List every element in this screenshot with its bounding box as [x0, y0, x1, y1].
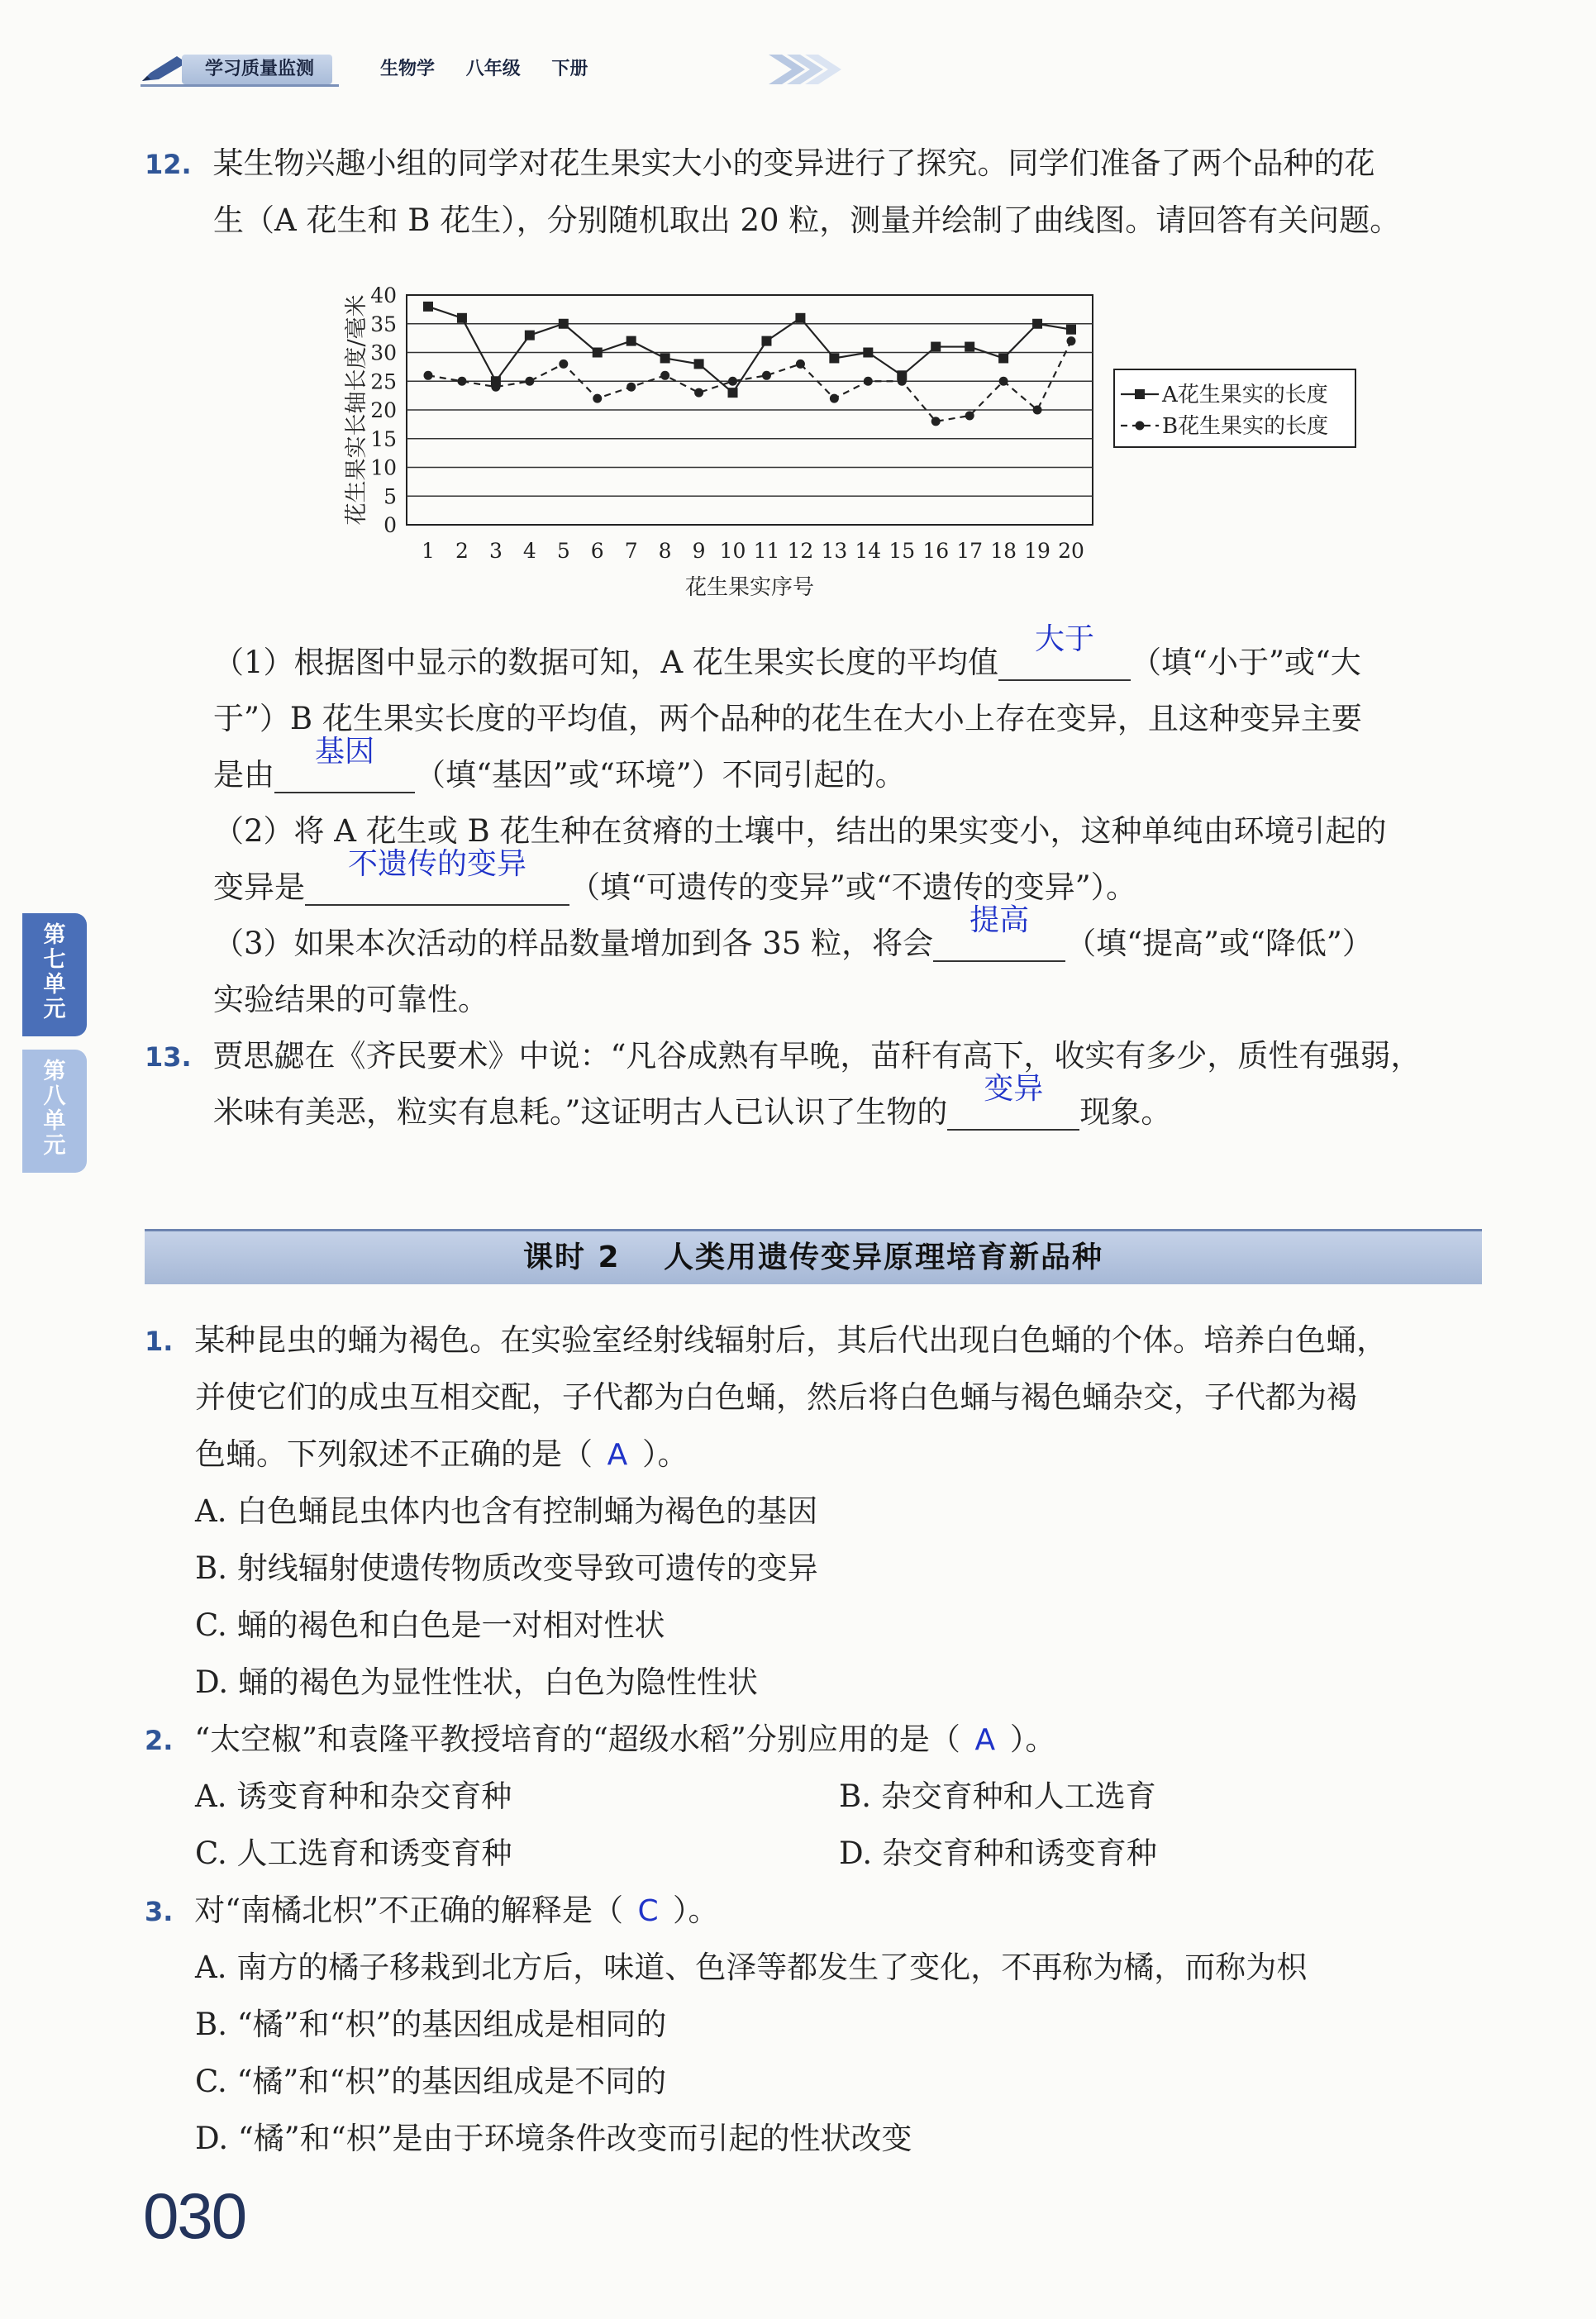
data-point-b — [999, 377, 1008, 386]
y-tick-label: 35 — [370, 312, 397, 336]
peanut-length-chart — [331, 277, 1364, 607]
x-tick-label: 2 — [455, 539, 469, 563]
mc3-option-c: C. “橘”和“枳”的基因组成是不同的 — [195, 2064, 667, 2099]
page-number: 030 — [143, 2179, 246, 2252]
y-tick-label: 0 — [384, 513, 397, 537]
lesson-banner — [145, 1229, 1482, 1284]
volume-label: 下册 — [551, 59, 588, 79]
data-point-b — [626, 383, 636, 392]
y-tick-label: 20 — [370, 398, 397, 422]
data-point-a — [1032, 319, 1042, 329]
mc1-number: 1. — [145, 1326, 174, 1357]
data-point-b — [931, 417, 941, 426]
data-point-b — [762, 371, 771, 380]
y-axis-label: 花生果实长轴长度/毫米 — [344, 294, 369, 526]
mc1-option-d: D. 蛹的褐色为显性性状，白色为隐性性状 — [195, 1664, 758, 1700]
q12-sub3-line1: （3）如果本次活动的样品数量增加到各 35 粒，将会 提高 （填“提高”或“降低”） — [213, 903, 1373, 961]
answer-blank-2 — [274, 735, 415, 793]
mc1-stem-line2: 并使它们的成虫互相交配，子代都为白色蛹，然后将白色蛹与褐色蛹杂交，子代都为褐 — [195, 1379, 1357, 1415]
data-point-b — [965, 411, 974, 420]
data-point-a — [998, 353, 1008, 363]
data-point-a — [626, 336, 636, 346]
unit-tabs — [22, 913, 87, 1173]
subject-label: 生物学 — [380, 59, 436, 79]
x-tick-label: 9 — [692, 539, 706, 563]
data-point-a — [1066, 325, 1076, 335]
q12-sub3-line2: 实验结果的可靠性。 — [213, 982, 488, 1017]
data-point-b — [525, 377, 534, 386]
y-tick-label: 40 — [370, 283, 397, 307]
mc2-stem: 2. “太空椒”和袁隆平教授培育的“超级水稻”分别应用的是（ A ）。 — [145, 1721, 1056, 1757]
mc2-option-a: A. 诱变育种和杂交育种 — [195, 1779, 512, 1814]
data-point-a — [593, 348, 603, 358]
q13-line1: 13. 贾思勰在《齐民要术》中说：“凡谷成熟有早晚，苗秆有高下，收实有多少，质性有强弱， — [145, 1038, 1422, 1074]
mc2-number: 2. — [145, 1725, 174, 1756]
mc2-option-c: C. 人工选育和诱变育种 — [195, 1836, 512, 1871]
x-tick-label: 5 — [556, 539, 570, 563]
q13-line2: 米味有美恶，粒实有息耗。”这证明古人已认识了生物的 变异 现象。 — [213, 1072, 1172, 1130]
y-tick-label: 5 — [384, 484, 397, 509]
handwritten-answer: 变异 — [984, 1072, 1044, 1106]
q12-sub1-line1: （1）根据图中显示的数据可知，A 花生果实长度的平均值 大于 （填“小于”或“大 — [213, 622, 1361, 680]
answer-blank-1 — [998, 622, 1131, 681]
mc3-option-d: D. “橘”和“枳”是由于环境条件改变而引起的性状改变 — [195, 2121, 912, 2156]
legend-label: A花生果实的长度 — [1162, 383, 1328, 407]
data-point-a — [761, 336, 771, 346]
tab-unit7[interactable]: 第七单元 — [22, 913, 87, 1036]
q12-line2: 生（A 花生和 B 花生），分别随机取出 20 粒，测量并绘制了曲线图。请回答有关问题。 — [213, 202, 1401, 238]
data-point-a — [559, 319, 569, 329]
x-tick-label: 4 — [522, 539, 536, 563]
y-tick-label: 25 — [370, 369, 397, 394]
x-tick-label: 1 — [422, 539, 435, 563]
data-point-a — [660, 353, 670, 363]
data-point-a — [863, 348, 873, 358]
page-header — [141, 48, 736, 89]
x-tick-label: 12 — [787, 539, 814, 563]
data-point-b — [660, 371, 669, 380]
mc2-option-b: B. 杂交育种和人工选育 — [839, 1779, 1156, 1814]
x-tick-label: 3 — [488, 539, 503, 563]
data-point-a — [423, 302, 433, 312]
x-axis-label: 花生果实序号 — [684, 575, 815, 600]
x-tick-label: 15 — [889, 539, 916, 563]
data-point-a — [965, 342, 974, 352]
answer-blank-5 — [947, 1072, 1079, 1131]
series-label: 学习质量监测 — [182, 55, 332, 84]
data-point-a — [728, 388, 738, 398]
data-point-a — [795, 313, 805, 323]
q12-number: 12. — [145, 149, 192, 180]
x-tick-label: 16 — [922, 539, 950, 563]
mc3-number: 3. — [145, 1896, 174, 1927]
answer-blank-3 — [305, 847, 569, 906]
x-tick-label: 8 — [658, 539, 672, 563]
data-point-b — [864, 377, 873, 386]
data-point-b — [796, 360, 805, 369]
handwritten-answer: 不遗传的变异 — [347, 847, 526, 881]
q12-sub1-line2: 于”）B 花生果实长度的平均值，两个品种的花生在大小上存在变异，且这种变异主要 — [213, 701, 1362, 736]
data-point-a — [694, 359, 704, 369]
data-point-b — [1033, 406, 1042, 415]
handwritten-answer: 基因 — [314, 735, 374, 769]
mc1-option-c: C. 蛹的褐色和白色是一对相对性状 — [195, 1607, 665, 1643]
q12-sub2-line1: （2）将 A 花生或 B 花生种在贫瘠的土壤中，结出的果实变小，这种单纯由环境引起的 — [213, 813, 1387, 849]
x-tick-label: 10 — [719, 539, 746, 563]
legend-label: B花生果实的长度 — [1162, 414, 1329, 439]
grade-label: 八年级 — [465, 59, 521, 79]
mc3-option-a: A. 南方的橘子移栽到北方后，味道、色泽等都发生了变化，不再称为橘，而称为枳 — [195, 1950, 1308, 1985]
y-tick-label: 15 — [370, 426, 397, 451]
data-point-a — [457, 313, 467, 323]
x-tick-label: 18 — [990, 539, 1017, 563]
x-tick-label: 19 — [1024, 539, 1051, 563]
data-point-b — [491, 383, 500, 392]
data-point-b — [830, 394, 839, 403]
data-point-b — [728, 377, 737, 386]
mc1-stem-line1: 1. 某种昆虫的蛹为褐色。在实验室经射线辐射后，其后代出现白色蛹的个体。培养白色蛹， — [145, 1322, 1388, 1358]
mc1-option-b: B. 射线辐射使遗传物质改变导致可遗传的变异 — [195, 1550, 818, 1586]
x-tick-label: 20 — [1058, 539, 1084, 563]
data-point-a — [525, 331, 535, 340]
x-tick-label: 11 — [753, 539, 780, 563]
data-point-a — [829, 353, 839, 363]
data-point-b — [898, 377, 907, 386]
q13-number: 13. — [145, 1041, 192, 1073]
legend-marker — [1135, 389, 1145, 399]
book-info — [380, 55, 612, 84]
data-point-b — [1067, 336, 1076, 345]
data-point-b — [424, 371, 433, 380]
header-rule — [141, 84, 339, 87]
lesson-title: 课时 2 人类用遗传变异原理培育新品种 — [522, 1240, 1104, 1274]
handwritten-answer: 提高 — [970, 903, 1030, 937]
data-point-b — [694, 388, 703, 398]
series-line-a — [428, 307, 1071, 393]
x-tick-label: 14 — [855, 539, 882, 563]
mc1-option-a: A. 白色蛹昆虫体内也含有控制蛹为褐色的基因 — [195, 1493, 818, 1529]
q12-sub2-line2: 变异是 不遗传的变异 （填“可遗传的变异”或“不遗传的变异”）。 — [213, 847, 1137, 905]
mc1-stem-line3: 色蛹。下列叙述不正确的是（ A ）。 — [195, 1436, 688, 1472]
mc3-stem: 3. 对“南橘北枳”不正确的解释是（ C ）。 — [145, 1893, 719, 1928]
data-point-b — [457, 377, 466, 386]
handwritten-answer: A — [974, 1723, 996, 1757]
data-point-a — [931, 342, 941, 352]
mc3-option-b: B. “橘”和“枳”的基因组成是相同的 — [195, 2007, 667, 2042]
tab-unit8[interactable]: 第八单元 — [22, 1050, 87, 1173]
q12-line1: 12. 某生物兴趣小组的同学对花生果实大小的变异进行了探究。同学们准备了两个品种的花 — [145, 145, 1375, 181]
answer-blank-4 — [933, 903, 1065, 962]
x-tick-label: 6 — [590, 539, 604, 563]
mc2-option-d: D. 杂交育种和诱变育种 — [839, 1836, 1157, 1871]
handwritten-answer: A — [607, 1438, 628, 1472]
x-tick-label: 17 — [956, 539, 984, 563]
y-tick-label: 10 — [370, 455, 397, 480]
q12-sub1-line3: 是由 基因 （填“基因”或“环境”）不同引起的。 — [213, 735, 906, 793]
chevron-decoration-icon — [628, 50, 876, 89]
x-tick-label: 7 — [624, 539, 638, 563]
handwritten-answer: 大于 — [1035, 622, 1095, 656]
x-tick-label: 13 — [821, 539, 848, 563]
data-point-b — [559, 360, 568, 369]
legend-marker — [1136, 421, 1145, 431]
data-point-b — [593, 394, 602, 403]
handwritten-answer: C — [637, 1894, 659, 1928]
y-tick-label: 30 — [370, 340, 397, 365]
